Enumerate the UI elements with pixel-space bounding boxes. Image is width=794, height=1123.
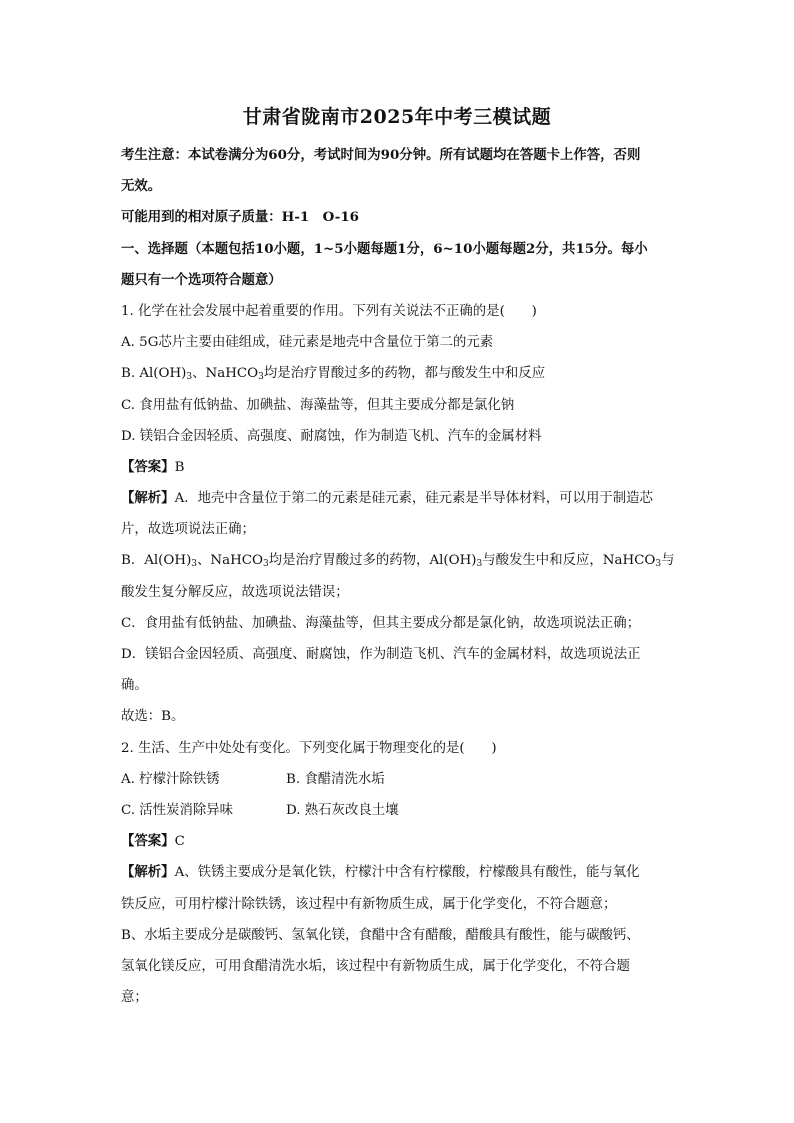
q1-option-d: D. 镁铝合金因轻质、高强度、耐腐蚀，作为制造飞机、汽车的金属材料	[121, 428, 542, 444]
q2-analysis-a-line2: 铁反应，可用柠檬汁除铁锈，该过程中有新物质生成，属于化学变化，不符合题意；	[121, 896, 617, 912]
q2-option-c: C. 活性炭消除异味	[121, 802, 234, 818]
q2-analysis-a-line1	[121, 857, 681, 888]
q1-analysis-b-line1	[121, 545, 681, 576]
q2-option-a: A. 柠檬汁除铁锈	[121, 771, 220, 787]
exam-notice-line2: 无效。	[121, 178, 162, 195]
q1-option-b-sub-2: 3	[258, 372, 264, 383]
q1-analysis-b-sub-4: 3	[655, 559, 662, 570]
q1-analysis-b-text-5: 与	[661, 553, 675, 569]
q1-option-b	[121, 358, 681, 389]
q2-options-row2	[121, 795, 681, 826]
q2-answer-label: 【答案】	[121, 833, 175, 850]
exam-notice-line1: 考生注意：本试卷满分为60分，考试时间为90分钟。所有试题均在答题卡上作答，否则	[121, 147, 641, 163]
q2-options-row1	[121, 764, 681, 795]
q1-analysis-b-sub-3: 3	[476, 559, 483, 570]
q1-analysis-a-text1: A．地壳中含量位于第二的元素是硅元素，硅元素是半导体材料，可以用于制造芯	[174, 491, 653, 507]
q1-analysis-b-sub-2: 3	[263, 559, 269, 570]
q1-choice: 故选：B。	[121, 709, 185, 725]
atomic-mass-note: 可能用到的相对原子质量：H-1 O-16	[121, 209, 359, 226]
q2-answer	[121, 826, 681, 857]
q1-option-b-sub-1: 3	[186, 372, 193, 383]
q1-analysis-a-line1	[121, 483, 681, 514]
q1-analysis-a-line2: 片，故选项说法正确；	[121, 522, 255, 538]
q2-analysis-label: 【解析】	[121, 864, 175, 881]
exam-title: 甘肃省陇南市2025年中考三模试题	[242, 106, 552, 128]
q2-analysis-b-line2: 氢氧化镁反应，可用食醋清洗水垢，该过程中有新物质生成，属于化学变化，不符合题	[121, 958, 630, 974]
q2-stem: 2. 生活、生产中处处有变化。下列变化属于物理变化的是( )	[121, 740, 497, 756]
q1-analysis-d-line2: 确。	[121, 678, 148, 694]
q1-answer-value: B	[174, 459, 185, 475]
q1-option-b-text-3: 均是治疗胃酸过多的药物，都与酸发生中和反应	[263, 366, 546, 382]
section-heading-line1: 一、选择题（本题包括10小题，1~5小题每题1分，6~10小题每题2分，共15分。每小	[121, 240, 648, 257]
q1-analysis-b-text-1: B．Al(OH)	[121, 553, 192, 569]
q1-stem: 1. 化学在社会发展中起着重要的作用。下列有关说法不正确的是( )	[121, 303, 537, 319]
q1-analysis-d-line1: D．镁铝合金因轻质、高强度、耐腐蚀，作为制造飞机、汽车的金属材料，故选项说法正	[121, 647, 641, 662]
q2-option-b: B. 食醋清洗水垢	[286, 771, 385, 787]
q2-analysis-b-line3: 意；	[121, 990, 148, 1006]
q1-option-b-text-1: B. Al(OH)	[121, 366, 187, 382]
section-heading-line2: 题只有一个选项符合题意）	[121, 271, 282, 288]
q2-answer-value: C	[174, 834, 185, 850]
q2-analysis-b-line1: B、水垢主要成分是碳酸钙、氢氧化镁，食醋中含有醋酸，醋酸具有酸性，能与碳酸钙、	[121, 927, 640, 943]
q1-analysis-b-text-2: 、NaHCO	[197, 553, 264, 569]
q1-analysis-b-text-4: 与酸发生中和反应，NaHCO	[482, 553, 656, 569]
q2-analysis-a-text1: A、铁锈主要成分是氧化铁，柠檬汁中含有柠檬酸，柠檬酸具有酸性，能与氧化	[174, 865, 640, 881]
q2-option-d: D. 熟石灰改良土壤	[286, 802, 399, 818]
q1-analysis-label: 【解析】	[121, 490, 175, 507]
q1-analysis-b-line2: 酸发生复分解反应，故选项说法错误；	[121, 584, 349, 600]
q1-option-a: A. 5G芯片主要由硅组成，硅元素是地壳中含量位于第二的元素	[121, 335, 494, 351]
q1-answer-label: 【答案】	[121, 458, 175, 475]
q1-analysis-b-text-3: 均是治疗胃酸过多的药物，Al(OH)	[268, 553, 477, 569]
document-body	[121, 140, 681, 1013]
q1-option-b-text-2: 、NaHCO	[192, 366, 259, 382]
q1-analysis-c: C．食用盐有低钠盐、加碘盐、海藻盐等，但其主要成分都是氯化钠，故选项说法正确；	[121, 615, 641, 631]
q1-analysis-b-sub-1: 3	[191, 559, 198, 570]
q1-answer	[121, 452, 681, 483]
q1-option-c: C. 食用盐有低钠盐、加碘盐、海藻盐等，但其主要成分都是氯化钠	[121, 397, 515, 413]
